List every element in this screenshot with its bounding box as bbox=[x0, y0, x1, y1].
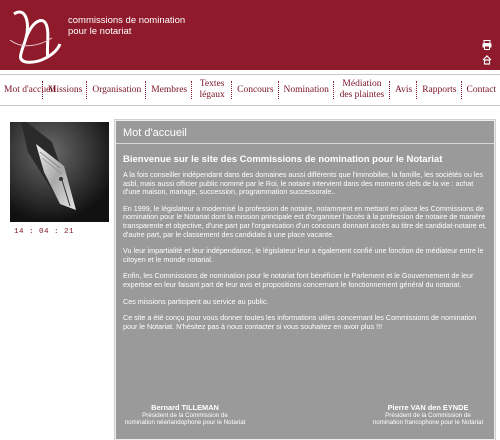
signature-right bbox=[368, 404, 488, 427]
nav-item-concours[interactable]: Concours bbox=[233, 85, 277, 96]
signature-left bbox=[120, 404, 250, 427]
logo-text[interactable] bbox=[68, 15, 185, 37]
nav-item-textes-legaux[interactable]: Textes légaux bbox=[193, 79, 231, 101]
panel-subtitle: Bienvenue sur le site des Commissions de nomination pour le Notariat bbox=[123, 154, 442, 165]
panel-body bbox=[123, 171, 487, 339]
nav-item-mot-accueil[interactable]: Mot d'accueil bbox=[0, 85, 42, 96]
nav-item-missions[interactable]: Missions bbox=[44, 85, 86, 96]
panel-title: Mot d'accueil bbox=[123, 127, 187, 139]
paragraph: Ce site a été conçu pour vous donner toutes les informations utiles concernant les Commissions de nomination pour le Notariat. N'hésitez pas à nous contacter si vous souhaitez en avoir plus !!! bbox=[123, 314, 487, 331]
paragraph: A la fois conseiller indépendant dans des domaines aussi différents que l'immobilier, la famille, les sociétés ou les asbl, mais aussi officier public nommé par le Roi, le notaire intervient dans des moments clefs de la vie : achat d'une maison, mariage, succession, programmation successorale.. bbox=[123, 171, 487, 197]
signatory-title-line1: Président de la Commission de bbox=[385, 412, 471, 419]
signatory-title-line2: nomination néerlandophone pour le Notariat bbox=[125, 419, 246, 426]
printer-icon[interactable] bbox=[482, 40, 492, 50]
nav-item-nomination[interactable]: Nomination bbox=[280, 85, 333, 96]
site-header bbox=[0, 0, 500, 70]
signatory-title-line2: nomination francophone pour le Notariat bbox=[373, 419, 483, 426]
divider bbox=[116, 143, 494, 144]
logo-line1: commissions de nomination bbox=[68, 15, 185, 26]
signatory-title-line1: Président de la Commission de bbox=[142, 412, 228, 419]
main-nav bbox=[0, 74, 500, 106]
signatory-name: Pierre VAN den EYNDE bbox=[368, 404, 488, 411]
nav-item-avis[interactable]: Avis bbox=[391, 85, 416, 96]
paragraph: Vu leur impartialité et leur indépendance, le législateur leur a également confié une fonction de médiateur entre le citoyen et le monde notarial. bbox=[123, 247, 487, 264]
nav-item-contact[interactable]: Contact bbox=[463, 85, 500, 96]
nav-item-mediation-des-plaintes[interactable]: Médiation des plaintes bbox=[335, 79, 389, 101]
paragraph: En 1999, le législateur a modernisé la profession de notaire, notamment en mettant en place les Commissions de nomination pour le Notariat dont la mission principale est d'organiser l'accès à la profession de notaire de manière transparente et objective, d'une part par l'organisation d'un concours donnant accès au titre de candidat-notaire et, d'autre part, par le classement des candidats à une place vacante. bbox=[123, 205, 487, 239]
home-icon[interactable] bbox=[482, 55, 492, 65]
nav-item-organisation[interactable]: Organisation bbox=[88, 85, 145, 96]
paragraph: Ces missions participent au service au public. bbox=[123, 298, 487, 307]
logo-swirl-icon[interactable] bbox=[6, 4, 66, 68]
welcome-panel bbox=[115, 120, 495, 440]
fountain-pen-photo bbox=[10, 122, 109, 222]
logo-line2: pour le notariat bbox=[68, 26, 185, 37]
nav-item-rapports[interactable]: Rapports bbox=[418, 85, 460, 96]
clock-display: 14 : 04 : 21 bbox=[14, 228, 74, 236]
nav-item-membres[interactable]: Membres bbox=[147, 85, 191, 96]
paragraph: Enfin, les Commissions de nomination pour le notariat font bénéficier le Parlement et le Gouvernement de leur expertise en leur faisant part de leur avis et propositions concernant le fonctionnement général du notariat. bbox=[123, 272, 487, 289]
signatory-name: Bernard TILLEMAN bbox=[120, 404, 250, 411]
